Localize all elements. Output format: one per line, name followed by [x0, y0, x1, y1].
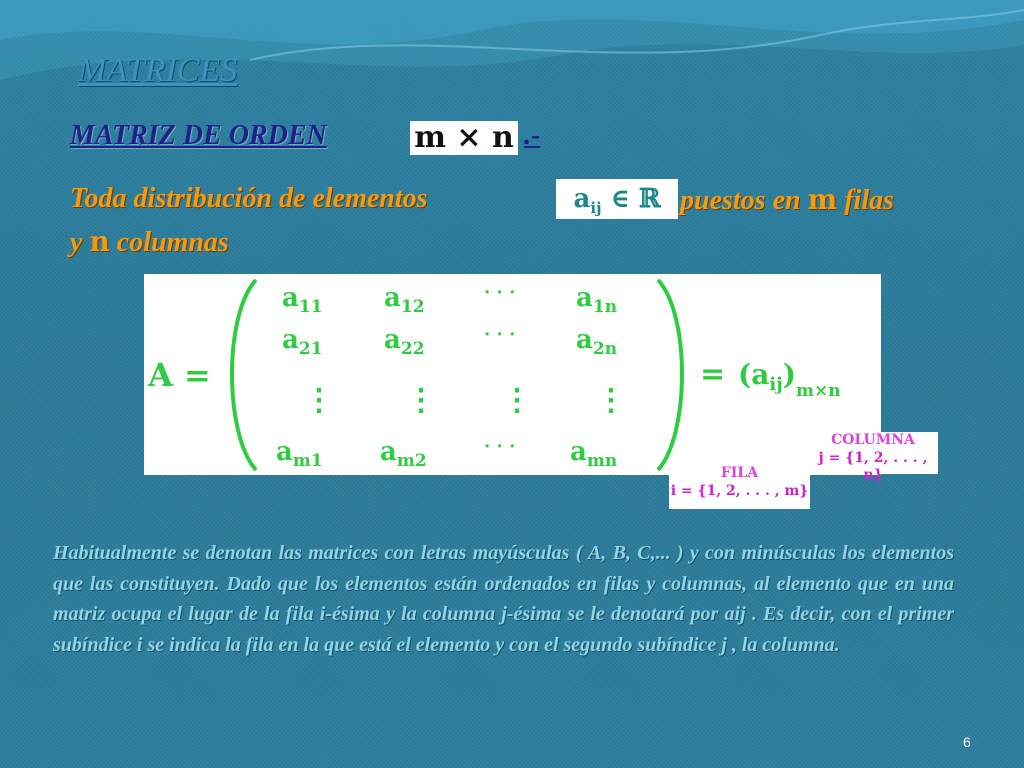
- columna-label: [808, 432, 938, 483]
- definition-filas: filas: [844, 185, 894, 216]
- svg-text:a11: $a_{11}$: [282, 283, 323, 317]
- matrix-row-m: [276, 436, 617, 471]
- columna-set: j = {1, 2, . . . , n}: [818, 449, 928, 483]
- definition-text-2: puestos en: [680, 185, 801, 216]
- svg-text:⋮: ⋮: [304, 383, 334, 418]
- matrix-svg: [144, 274, 881, 475]
- definition-n: n: [89, 225, 110, 258]
- definition-m: m: [807, 183, 838, 216]
- definition-text-1: Toda distribución de elementos: [70, 183, 428, 214]
- membership-expression: $a_{ij}$ ∈ ℝ: [556, 179, 678, 219]
- fila-caption: FILA: [720, 465, 759, 481]
- slide-title: MATRICES: [78, 52, 238, 89]
- matrix-figure: [144, 274, 881, 475]
- matrix-row-2: [282, 324, 617, 359]
- svg-text:=: =: [700, 357, 726, 392]
- svg-text:⋮: ⋮: [502, 383, 532, 418]
- svg-text:⋮: ⋮: [406, 383, 436, 418]
- subtitle-suffix: .-: [524, 120, 541, 151]
- definition-line-1: [70, 183, 428, 215]
- svg-text:am1: $a_{m1}$: [276, 437, 323, 471]
- fila-label: [669, 465, 810, 509]
- right-parenthesis: [658, 280, 682, 470]
- page-number: 6: [963, 734, 971, 750]
- fila-set: i = {1, 2, . . . , m}: [670, 482, 809, 499]
- definition-columnas: columnas: [116, 227, 229, 258]
- subtitle: MATRIZ DE ORDEN: [70, 120, 327, 151]
- matrix-equals: =: [184, 356, 211, 394]
- svg-text:a2n: $a_{2n}$: [576, 325, 618, 359]
- svg-text:a1n: $a_{1n}$: [576, 283, 618, 317]
- definition-line-2: [70, 225, 229, 259]
- order-expression: m × n: [410, 121, 518, 155]
- definition-line-1-tail: [680, 183, 894, 217]
- svg-text:a21: $a_{21}$: [282, 325, 323, 359]
- matrix-row-dots: [304, 383, 626, 418]
- svg-text:· · ·: · · ·: [484, 324, 516, 345]
- definition-y: y: [70, 227, 83, 258]
- svg-text:⋮: ⋮: [596, 383, 626, 418]
- explanation-paragraph: Habitualmente se denotan las matrices con letras mayúsculas ( A, B, C,... ) y con minúsculas los elementos que las constituyen. Dado que los elementos están ordenados en filas y columnas, al elemento que en una matriz ocupa el lugar de la fila i-ésima y la columna j-ésima se le denotará por aij . Es decir, con el primer subíndice i se indica la fila en la que está el elemento y con el segundo subíndice j , la columna.: [53, 542, 954, 656]
- matrix-compact-form: [700, 357, 841, 401]
- matrix-name: A: [148, 356, 173, 394]
- left-parenthesis: [232, 280, 256, 470]
- matrix-row-1: [282, 282, 617, 317]
- columna-caption: COLUMNA: [831, 432, 915, 448]
- svg-text:a22: $a_{22}$: [384, 325, 425, 359]
- svg-text:(aij)m×n: $(a_{ij})_{m\times n}$: [738, 358, 841, 401]
- svg-text:am2: $a_{m2}$: [380, 437, 427, 471]
- svg-text:· · ·: · · ·: [484, 282, 516, 303]
- svg-text:· · ·: · · ·: [484, 436, 516, 457]
- svg-text:amn: $a_{mn}$: [570, 437, 618, 471]
- svg-text:a12: $a_{12}$: [384, 283, 425, 317]
